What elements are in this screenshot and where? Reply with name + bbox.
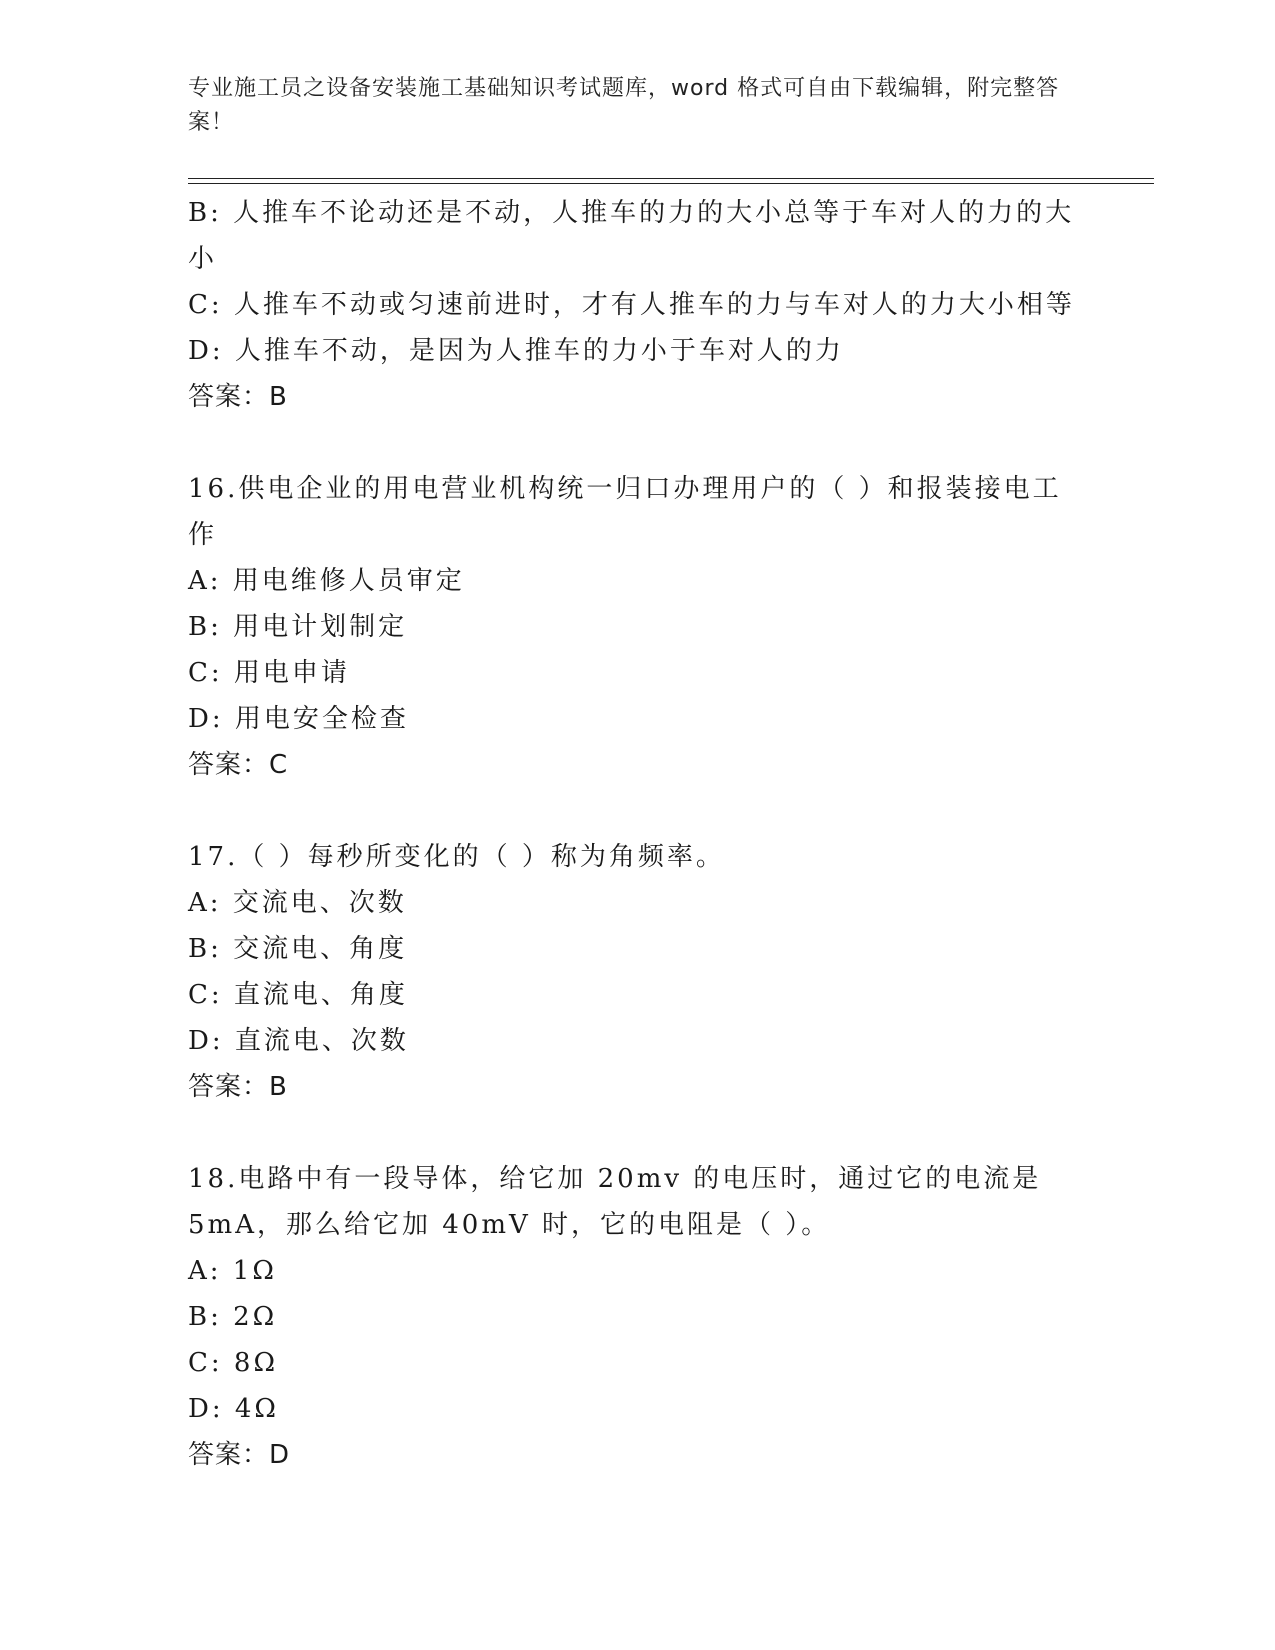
option-b: B: 交流电、角度 bbox=[188, 934, 408, 964]
header-title: 专业施工员之设备安装施工基础知识考试题库，word 格式可自由下载编辑，附完整答案！ bbox=[188, 76, 1060, 135]
option-c: C: 人推车不动或匀速前进时，才有人推车的力与车对人的力大小相等 bbox=[188, 290, 1075, 320]
option-b: B: 2Ω bbox=[188, 1302, 278, 1332]
option-d: D: 4Ω bbox=[188, 1394, 279, 1424]
spacer bbox=[188, 788, 1088, 834]
question-17 bbox=[188, 834, 1088, 1110]
option-a: A: 1Ω bbox=[188, 1256, 277, 1286]
header-rule-top bbox=[188, 178, 1154, 179]
spacer bbox=[188, 1110, 1088, 1156]
option-c: C: 8Ω bbox=[188, 1348, 279, 1378]
question-stem: 18.电路中有一段导体，给它加 20mv 的电压时，通过它的电流是 5mA，那么给它加 40mV 时，它的电阻是（ ）。 bbox=[188, 1164, 1053, 1240]
question-18 bbox=[188, 1156, 1088, 1478]
prev-question-block bbox=[188, 190, 1088, 420]
option-b: B: 人推车不论动还是不动，人推车的力的大小总等于车对人的力的大小 bbox=[188, 198, 1075, 274]
option-a: A: 用电维修人员审定 bbox=[188, 566, 465, 596]
answer: 答案：D bbox=[188, 1440, 291, 1470]
option-a: A: 交流电、次数 bbox=[188, 888, 407, 918]
option-d: D: 用电安全检查 bbox=[188, 704, 409, 734]
answer: 答案：B bbox=[188, 382, 288, 412]
option-d: D: 直流电、次数 bbox=[188, 1026, 409, 1056]
option-d: D: 人推车不动，是因为人推车的力小于车对人的力 bbox=[188, 336, 844, 366]
question-stem: 16.供电企业的用电营业机构统一归口办理用户的（ ）和报装接电工作 bbox=[188, 474, 1062, 550]
header-rule-bottom bbox=[188, 183, 1154, 184]
spacer bbox=[188, 420, 1088, 466]
question-16 bbox=[188, 466, 1088, 788]
option-b: B: 用电计划制定 bbox=[188, 612, 408, 642]
option-c: C: 直流电、角度 bbox=[188, 980, 408, 1010]
option-c: C: 用电申请 bbox=[188, 658, 350, 688]
question-content bbox=[188, 190, 1088, 1478]
answer: 答案：C bbox=[188, 750, 289, 780]
document-header bbox=[188, 72, 1068, 140]
question-stem: 17.（ ）每秒所变化的（ ）称为角频率。 bbox=[188, 842, 725, 872]
answer: 答案：B bbox=[188, 1072, 288, 1102]
